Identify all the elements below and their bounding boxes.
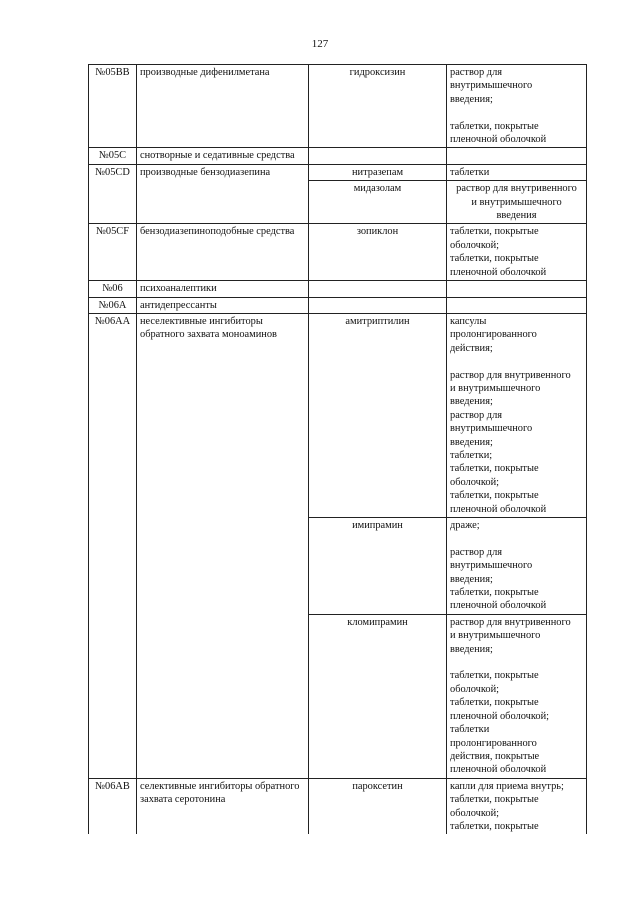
atc-code: №06 xyxy=(89,281,137,297)
dosage-form: раствор для внутривенного и внутримышечного введения xyxy=(447,181,587,224)
dosage-form: таблетки xyxy=(447,164,587,180)
table-row xyxy=(89,148,587,164)
table-row xyxy=(89,164,587,180)
dosage-form xyxy=(447,281,587,297)
drug-name: нитразепам xyxy=(309,164,447,180)
dosage-form: раствор для внутримышечного введения; таблетки, покрытые пленочной оболочкой xyxy=(447,65,587,148)
drug-name: имипрамин xyxy=(309,518,447,615)
drug-name xyxy=(309,281,447,297)
drug-name: пароксетин xyxy=(309,778,447,834)
atc-code: №06АВ xyxy=(89,778,137,834)
dosage-form xyxy=(447,148,587,164)
atc-group: селективные ингибиторы обратного захвата серотонина xyxy=(137,778,309,834)
dosage-form xyxy=(447,297,587,313)
table-row xyxy=(89,224,587,281)
drug-name xyxy=(309,148,447,164)
atc-group: бензодиазепиноподобные средства xyxy=(137,224,309,281)
atc-group: психоаналептики xyxy=(137,281,309,297)
drug-name: гидроксизин xyxy=(309,65,447,148)
dosage-form: капли для приема внутрь; таблетки, покрытые оболочкой; таблетки, покрытые xyxy=(447,778,587,834)
atc-group: антидепрессанты xyxy=(137,297,309,313)
atc-code: №05С xyxy=(89,148,137,164)
atc-code: №05CD xyxy=(89,164,137,224)
drug-name: кломипрамин xyxy=(309,614,447,778)
drug-name: зопиклон xyxy=(309,224,447,281)
page-number: 127 xyxy=(311,38,329,50)
drug-name: мидазолам xyxy=(309,181,447,224)
drug-name xyxy=(309,297,447,313)
atc-code: №05ВВ xyxy=(89,65,137,148)
table-row xyxy=(89,65,587,148)
dosage-form: таблетки, покрытые оболочкой; таблетки, покрытые пленочной оболочкой xyxy=(447,224,587,281)
atc-code: №06А xyxy=(89,297,137,313)
atc-group: производные бензодиазепина xyxy=(137,164,309,224)
drug-name: амитриптилин xyxy=(309,313,447,517)
dosage-form: драже; раствор для внутримышечного введения; таблетки, покрытые пленочной оболочкой xyxy=(447,518,587,615)
drug-table xyxy=(88,64,587,834)
table-row xyxy=(89,297,587,313)
dosage-form: капсулы пролонгированного действия; раствор для внутривенного и внутримышечного введения; раствор для внутримышечного введения; таблетки; таблетки, покрытые оболочкой; таблетки, покрытые пленочной оболочкой xyxy=(447,313,587,517)
table-row xyxy=(89,281,587,297)
table-row xyxy=(89,778,587,834)
atc-group: неселективные ингибиторы обратного захвата моноаминов xyxy=(137,313,309,778)
atc-group: производные дифенилметана xyxy=(137,65,309,148)
table-row xyxy=(89,313,587,517)
dosage-form: раствор для внутривенного и внутримышечного введения; таблетки, покрытые оболочкой; таблетки, покрытые пленочной оболочкой; таблетки пролонгированного действия, покрытые пленочной оболочкой xyxy=(447,614,587,778)
atc-code: №05CF xyxy=(89,224,137,281)
atc-code: №06АА xyxy=(89,313,137,778)
atc-group: снотворные и седативные средства xyxy=(137,148,309,164)
